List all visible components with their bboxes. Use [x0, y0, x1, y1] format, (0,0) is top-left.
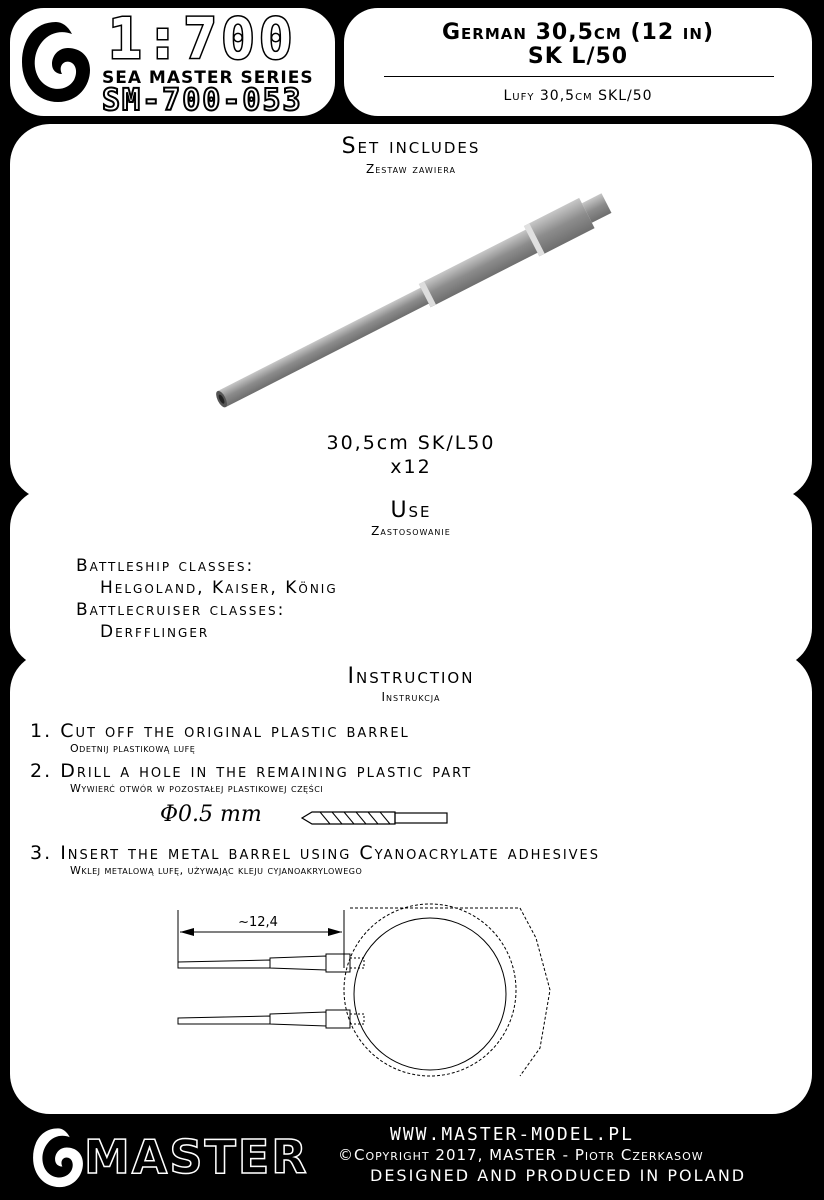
set-includes-heading: Set includes: [341, 134, 481, 159]
scale-label: 1:700: [108, 7, 297, 72]
header-logo-panel: [10, 8, 335, 116]
product-subtitle: Lufy 30,5cm SKL/50: [503, 88, 653, 104]
item-name: 30,5cm SK/L50: [326, 432, 496, 454]
master-logo-icon: [18, 16, 94, 106]
product-title-line1: German 30,5cm (12 in): [442, 20, 714, 45]
step-3: [30, 842, 600, 864]
instruction-section: [10, 652, 812, 1114]
step-number: 3.: [30, 842, 53, 864]
drill-bit-icon: [300, 808, 450, 828]
step-text: Insert the metal barrel using Cyanoacrylate adhesives: [60, 842, 601, 864]
battlecruiser-label: Battlecruiser classes:: [76, 600, 286, 620]
drill-size: Φ0.5 mm: [160, 802, 262, 827]
step-text: Drill a hole in the remaining plastic part: [60, 760, 473, 782]
turret-installation-diagram: [160, 898, 580, 1108]
set-includes-heading-pl: Zestaw zawiera: [366, 162, 456, 176]
gun-barrel-illustration: [190, 182, 630, 422]
product-code: SM-700-053: [102, 83, 303, 118]
step-number: 2.: [30, 760, 53, 782]
battleship-label: Battleship classes:: [76, 556, 255, 576]
instruction-heading-pl: Instrukcja: [381, 690, 441, 704]
step-number: 1.: [30, 720, 53, 742]
use-heading: Use: [390, 498, 432, 523]
product-title-line2: SK L/50: [527, 44, 629, 69]
website-link[interactable]: WWW.MASTER-MODEL.PL: [390, 1124, 634, 1145]
step-2: [30, 760, 472, 782]
step-2-pl: Wywierć otwór w pozostałej plastikowej części: [70, 782, 324, 795]
title-divider: [384, 76, 774, 77]
battlecruiser-classes: Derfflinger: [100, 622, 210, 642]
set-includes-section: [10, 124, 812, 500]
header-title-panel: [344, 8, 812, 116]
instruction-heading: Instruction: [347, 664, 475, 689]
footer-logo-icon: [30, 1124, 86, 1190]
item-quantity: x12: [390, 456, 432, 478]
step-text: Cut off the original plastic barrel: [60, 720, 410, 742]
copyright-text: ©Copyright 2017, MASTER - Piotr Czerkasow: [338, 1146, 704, 1164]
step-1: [30, 720, 410, 742]
brand-name: MASTER: [84, 1130, 309, 1184]
step-3-pl: Wklej metalową lufę, używając kleju cyjanoakrylowego: [70, 864, 363, 877]
dimension-label: ~12,4: [238, 915, 278, 930]
use-heading-pl: Zastosowanie: [371, 524, 451, 538]
battleship-classes: Helgoland, Kaiser, König: [100, 578, 338, 598]
use-section: [10, 488, 812, 668]
series-label: SEA MASTER SERIES: [102, 68, 314, 88]
made-in-text: DESIGNED AND PRODUCED IN POLAND: [370, 1166, 747, 1185]
step-1-pl: Odetnij plastikową lufę: [70, 742, 196, 755]
